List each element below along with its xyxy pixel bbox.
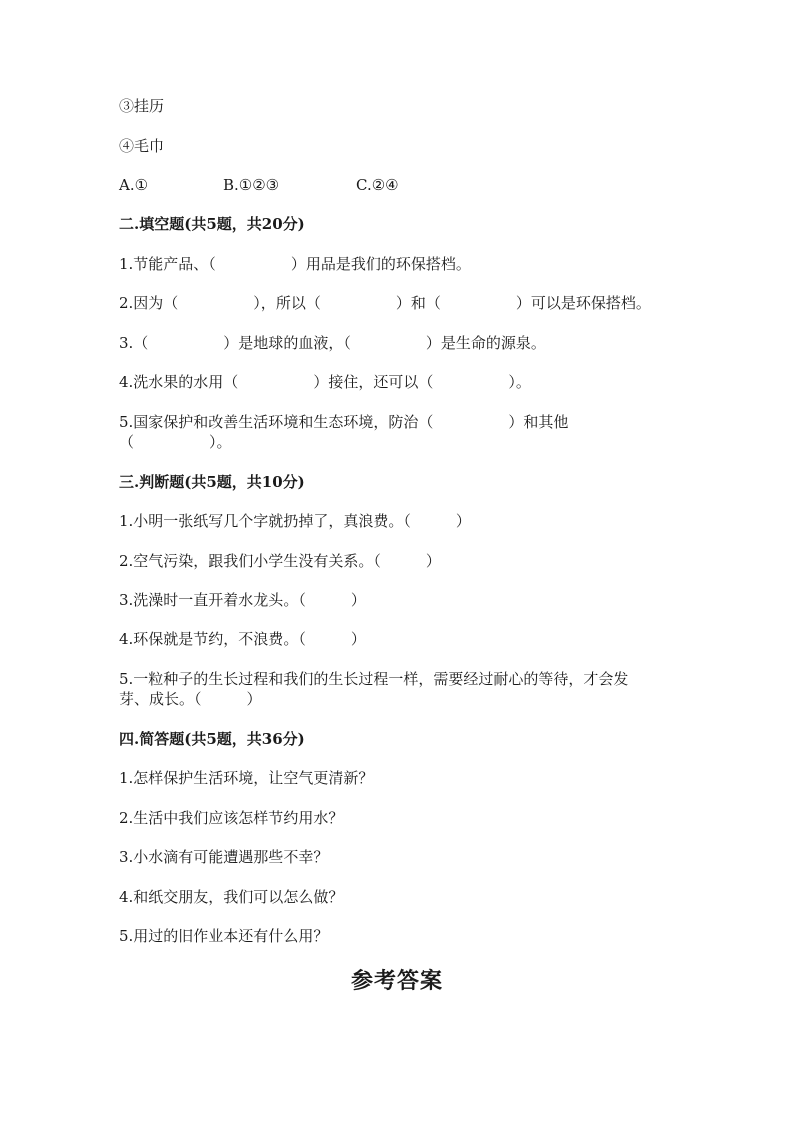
short-answer-question-2: 2.生活中我们应该怎样节约用水？ — [119, 809, 344, 827]
short-answer-question-4: 4.和纸交朋友，我们可以怎么做？ — [119, 888, 344, 906]
fill-blank-question-5-line-1: 5.国家保护和改善生活环境和生态环境，防治（ ）和其他 — [119, 413, 569, 431]
option-c: C.②④ — [356, 176, 399, 194]
true-false-question-3: 3.洗澡时一直开着水龙头。（ ） — [119, 591, 366, 609]
option-a: A.① — [119, 176, 149, 194]
short-answer-question-5: 5.用过的旧作业本还有什么用？ — [119, 927, 329, 945]
fill-blank-question-5-line-2: （ ）。 — [119, 433, 232, 451]
section-heading-fill-blank: 二.填空题(共5题，共20分) — [119, 215, 305, 233]
true-false-question-2: 2.空气污染，跟我们小学生没有关系。（ ） — [119, 552, 441, 570]
choice-item-3: ③挂历 — [119, 97, 165, 115]
section-heading-true-false: 三.判断题(共5题，共10分) — [119, 473, 305, 491]
option-b: B.①②③ — [223, 176, 280, 194]
true-false-question-4: 4.环保就是节约，不浪费。（ ） — [119, 630, 366, 648]
true-false-question-1: 1.小明一张纸写几个字就扔掉了，真浪费。（ ） — [119, 512, 471, 530]
true-false-question-5-line-1: 5.一粒种子的生长过程和我们的生长过程一样，需要经过耐心的等待，才会发 — [119, 670, 629, 688]
true-false-question-5-line-2: 芽、成长。（ ） — [119, 690, 262, 708]
fill-blank-question-1: 1.节能产品、（ ）用品是我们的环保搭档。 — [119, 255, 471, 273]
fill-blank-question-4: 4.洗水果的水用（ ）接住，还可以（ ）。 — [119, 373, 531, 391]
short-answer-question-3: 3.小水滴有可能遭遇那些不幸？ — [119, 848, 329, 866]
section-heading-short-answer: 四.简答题(共5题，共36分) — [119, 730, 305, 748]
fill-blank-question-2: 2.因为（ ），所以（ ）和（ ）可以是环保搭档。 — [119, 294, 651, 312]
choice-item-4: ④毛巾 — [119, 137, 165, 155]
answer-section-title: 参考答案 — [350, 968, 443, 994]
short-answer-question-1: 1.怎样保护生活环境，让空气更清新？ — [119, 769, 374, 787]
fill-blank-question-3: 3.（ ）是地球的血液，（ ）是生命的源泉。 — [119, 334, 546, 352]
